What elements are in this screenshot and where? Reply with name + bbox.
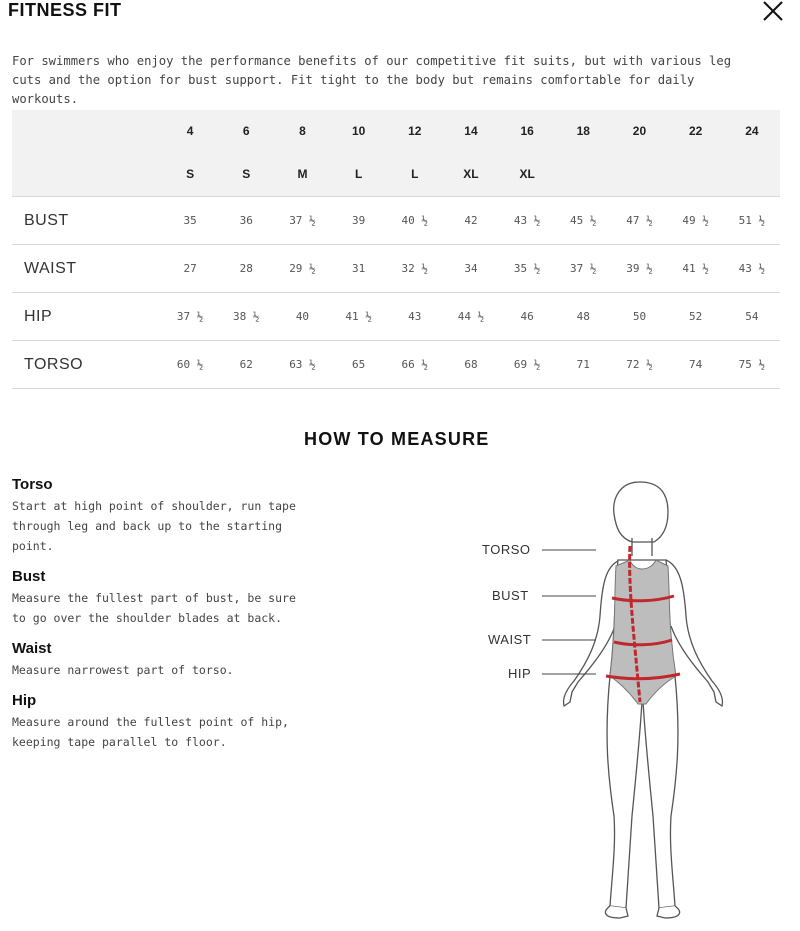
measurement-label: WAIST — [24, 259, 77, 277]
size-header-cell: 14 — [464, 124, 478, 138]
measurement-row — [12, 197, 780, 245]
measurement-value: 54 — [745, 310, 759, 323]
measurement-value: 40 ½ — [401, 214, 429, 227]
size-letter-cell: M — [297, 167, 308, 181]
instruction-title: Waist — [12, 640, 52, 657]
size-header-cell: 22 — [688, 124, 703, 138]
size-header-cell: 10 — [351, 124, 366, 138]
instruction-text: Start at high point of shoulder, run tape through leg and back up to the starting point. — [12, 499, 296, 553]
measurement-value: 72 ½ — [626, 358, 653, 371]
measurement-row — [12, 341, 780, 389]
measurement-value: 60 ½ — [176, 358, 204, 371]
instruction-title: Bust — [12, 568, 46, 585]
instruction-waist — [12, 640, 312, 680]
measurement-value: 74 — [689, 358, 703, 371]
measurement-label: HIP — [24, 307, 53, 325]
measurement-value: 38 ½ — [233, 310, 260, 323]
measurement-value: 27 — [183, 262, 197, 275]
measurement-value: 43 — [408, 310, 422, 323]
size-header-cell: 18 — [576, 124, 590, 138]
instruction-bust — [12, 568, 312, 628]
measurement-value: 39 — [351, 214, 366, 227]
measure-instructions — [12, 476, 312, 764]
size-letter-cell — [724, 152, 780, 197]
measurement-value: 65 — [351, 358, 366, 371]
size-chart — [12, 110, 780, 389]
size-number-row — [12, 110, 780, 152]
size-header-cell: 16 — [520, 124, 534, 138]
size-letter-cell: XL — [463, 167, 479, 181]
measurement-value: 40 — [295, 310, 310, 323]
size-header-cell: 20 — [632, 124, 647, 138]
measurement-value: 36 — [239, 214, 253, 227]
size-letter-cell — [668, 152, 724, 197]
measurement-value: 42 — [464, 214, 478, 227]
size-letter-row — [12, 152, 780, 197]
size-letter-cell — [611, 152, 667, 197]
measurement-value: 32 ½ — [401, 262, 429, 275]
size-letter-cell: S — [242, 167, 251, 181]
measurement-value: 63 ½ — [289, 358, 316, 371]
instruction-text: Measure the fullest part of bust, be sure to go over the shoulder blades at back. — [12, 591, 296, 625]
measurement-value: 34 — [464, 262, 478, 275]
measurement-value: 48 — [576, 310, 590, 323]
measurement-value: 41 ½ — [345, 310, 372, 323]
close-button[interactable] — [760, 0, 786, 24]
measurement-value: 35 — [183, 214, 197, 227]
measurement-value: 62 — [239, 358, 253, 371]
measurement-value: 37 ½ — [570, 262, 597, 275]
size-header-cell: 6 — [242, 124, 250, 138]
size-letter-cell: L — [354, 167, 363, 181]
instruction-torso — [12, 476, 312, 556]
instruction-text: Measure around the fullest point of hip, keeping tape parallel to floor. — [12, 715, 289, 749]
measurement-value: 37 ½ — [289, 214, 316, 227]
size-header-cell: 12 — [408, 124, 422, 138]
size-header-cell: 24 — [745, 124, 759, 138]
instruction-hip — [12, 692, 312, 752]
measurement-value: 31 — [351, 262, 366, 275]
size-letter-cell: L — [411, 167, 419, 181]
bust-label: BUST — [492, 588, 529, 603]
instruction-text: Measure narrowest part of torso. — [12, 663, 234, 677]
hip-label: HIP — [508, 666, 532, 681]
measurement-value: 68 — [464, 358, 478, 371]
waist-label: WAIST — [488, 632, 532, 647]
measurement-value: 37 ½ — [176, 310, 204, 323]
measurement-value: 44 ½ — [457, 310, 485, 323]
empty-cell — [12, 152, 162, 197]
page-title: FITNESS FIT — [8, 0, 122, 20]
body-figure — [470, 476, 770, 926]
size-letter-cell: S — [186, 167, 195, 181]
measurement-row — [12, 293, 780, 341]
how-to-measure-heading: HOW TO MEASURE — [304, 429, 490, 449]
measurement-value: 66 ½ — [401, 358, 429, 371]
measurement-value: 41 ½ — [682, 262, 709, 275]
measurement-value: 52 — [689, 310, 703, 323]
swimsuit-shape — [610, 560, 676, 704]
measurement-value: 35 ½ — [513, 262, 541, 275]
measurement-value: 28 — [239, 262, 253, 275]
instruction-title: Hip — [12, 692, 37, 709]
measurement-value: 43 ½ — [738, 262, 766, 275]
measurement-value: 69 ½ — [513, 358, 541, 371]
instruction-title: Torso — [12, 476, 53, 493]
measurement-value: 75 ½ — [738, 358, 766, 371]
measurement-value: 43 ½ — [513, 214, 541, 227]
intro-text: For swimmers who enjoy the performance benefits of our competitive fit suits, but with various leg cuts and the option for bust support. Fit tight to the body but remains comfortable for daily workouts. — [12, 54, 732, 106]
measurement-value: 39 ½ — [626, 262, 653, 275]
measurement-value: 47 ½ — [626, 214, 653, 227]
empty-cell — [12, 110, 162, 152]
measurement-label: BUST — [24, 211, 69, 229]
measurement-row — [12, 245, 780, 293]
measurement-value: 71 — [576, 358, 590, 371]
measurement-value: 49 ½ — [682, 214, 709, 227]
measurement-value: 50 — [632, 310, 647, 323]
size-header-cell: 4 — [186, 124, 194, 138]
measurement-value: 46 — [520, 310, 534, 323]
torso-label: TORSO — [482, 542, 531, 557]
size-header-cell: 8 — [299, 124, 306, 138]
close-icon — [760, 0, 786, 24]
measurement-value: 45 ½ — [570, 214, 597, 227]
size-letter-cell — [555, 152, 611, 197]
measurement-value: 51 ½ — [738, 214, 766, 227]
size-table — [12, 110, 780, 389]
measurement-label: TORSO — [24, 355, 84, 373]
size-letter-cell: XL — [519, 167, 535, 181]
measurement-value: 29 ½ — [289, 262, 316, 275]
